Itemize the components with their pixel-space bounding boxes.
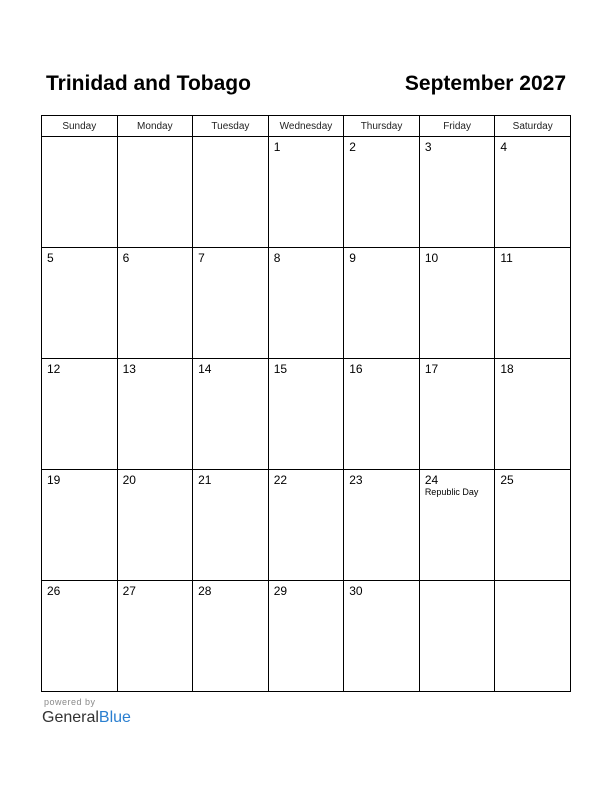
day-number: 17 [424,362,439,376]
day-cell [117,137,193,248]
day-number: 2 [349,140,356,154]
weekday-header-row [42,116,571,137]
day-cell [42,470,118,581]
week-row [42,248,571,359]
day-cell [117,248,193,359]
day-number: 26 [47,584,61,598]
day-number: 16 [349,362,363,376]
day-cell [117,359,193,470]
day-number: 19 [47,473,61,487]
day-number: 29 [273,584,288,598]
day-cell [419,359,495,470]
day-cell [42,581,118,692]
day-cell [495,470,571,581]
day-cell [268,248,344,359]
weekday-friday: Friday [419,116,495,137]
day-number: 20 [122,473,136,487]
brand-general-text: General [42,709,99,726]
day-cell [419,137,495,248]
day-cell [268,581,344,692]
day-cell [193,137,269,248]
day-number [42,137,117,140]
day-cell [42,248,118,359]
country-title: Trinidad and Tobago [46,72,251,95]
day-cell [268,359,344,470]
day-number: 3 [424,140,432,154]
day-cell [268,137,344,248]
day-number: 25 [500,473,514,487]
day-number: 8 [273,251,281,265]
day-cell [495,248,571,359]
day-number: 24 [424,473,439,487]
day-number: 27 [122,584,136,598]
day-number: 1 [273,140,281,154]
day-number: 7 [198,251,205,265]
day-cell [193,581,269,692]
day-cell [344,359,420,470]
day-number [118,137,193,140]
day-number: 22 [273,473,288,487]
day-number: 28 [198,584,212,598]
day-cell [193,470,269,581]
day-number [193,137,268,140]
day-number: 15 [273,362,288,376]
calendar-grid [41,115,571,692]
day-number: 18 [500,362,514,376]
weekday-saturday: Saturday [495,116,571,137]
week-row [42,137,571,248]
day-cell [419,470,495,581]
day-number: 14 [198,362,212,376]
day-number: 30 [349,584,363,598]
day-cell [495,359,571,470]
day-cell [193,359,269,470]
weekday-wednesday: Wednesday [268,116,344,137]
day-number: 9 [349,251,356,265]
brand-blue-text: Blue [98,709,131,726]
day-cell [344,248,420,359]
day-cell [495,581,571,692]
day-number: 21 [198,473,212,487]
day-number: 13 [122,362,136,376]
week-row [42,581,571,692]
day-cell [419,581,495,692]
day-number: 6 [122,251,130,265]
day-number: 4 [500,140,508,154]
day-cell [117,470,193,581]
day-number: 23 [349,473,363,487]
day-cell [42,359,118,470]
week-row [42,470,571,581]
day-number: 12 [47,362,61,376]
weekday-monday: Monday [117,116,193,137]
day-number [420,581,495,584]
powered-by-label: powered by [44,697,96,707]
day-number: 10 [424,251,439,265]
day-cell [42,137,118,248]
day-number [495,581,570,584]
day-number: 11 [500,251,513,265]
holiday-label: Republic Day [424,487,479,497]
week-row [42,359,571,470]
day-cell [495,137,571,248]
day-cell [419,248,495,359]
day-cell [268,470,344,581]
weekday-thursday: Thursday [344,116,420,137]
day-cell [344,137,420,248]
generalblue-logo[interactable] [42,708,131,728]
weekday-sunday: Sunday [42,116,118,137]
day-cell [193,248,269,359]
day-cell [344,470,420,581]
month-year-title: September 2027 [404,72,566,95]
day-number: 5 [47,251,54,265]
day-cell [117,581,193,692]
day-cell [344,581,420,692]
weekday-tuesday: Tuesday [193,116,269,137]
